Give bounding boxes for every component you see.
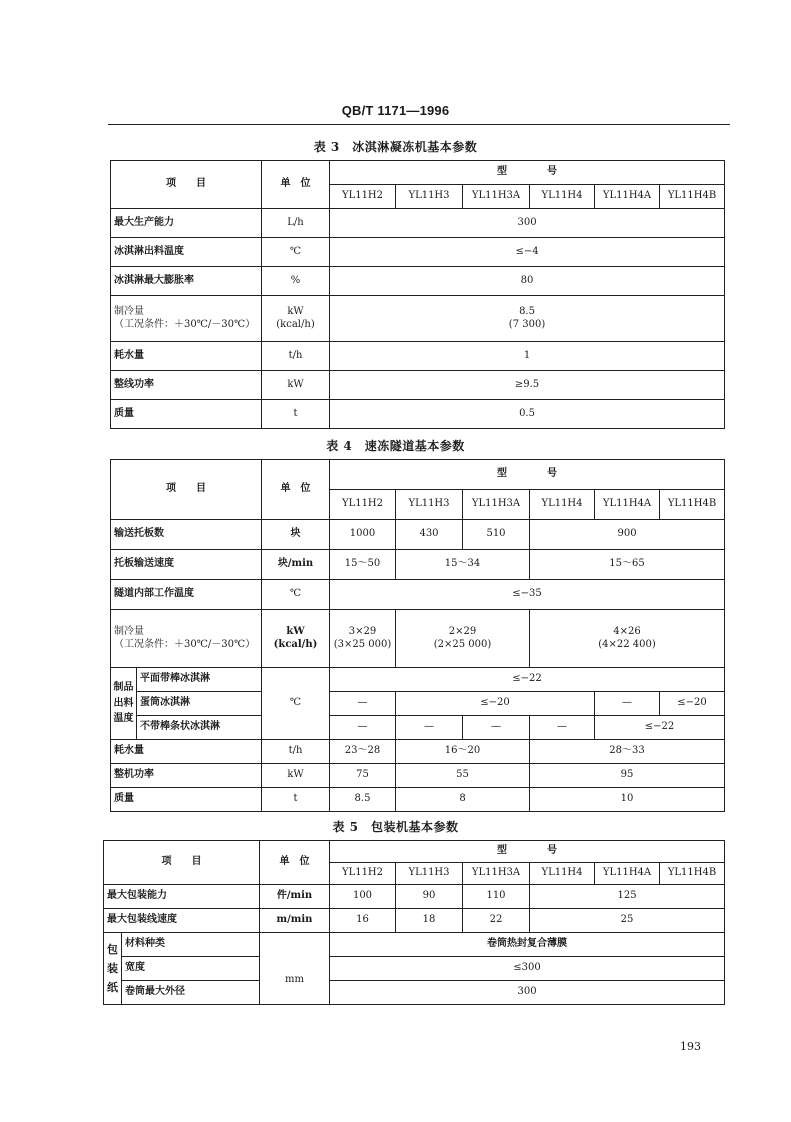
model-header: 型 号 [330,460,725,490]
row-label: 卷筒最大外径 [122,981,260,1005]
unit-cell: 块 [262,520,330,550]
unit-cell: kW [262,371,330,400]
unit-cell-blank [260,933,330,957]
row-label: 质量 [111,400,262,429]
row-label: 输送托板数 [111,520,262,550]
value-cell: — [463,716,530,740]
document-header: QB/T 1171—1996 [341,103,450,118]
value-cell: — [396,716,463,740]
value-cell: 510 [463,520,530,550]
value-cell: 23～28 [330,740,396,764]
row-label: 整线功率 [111,371,262,400]
value-cell: 8.5 [330,788,396,812]
value-cell: 1 [330,342,725,371]
model-col: YL11H3 [396,863,463,885]
unit-cell: L/h [262,209,330,238]
row-label: 耗水量 [111,342,262,371]
unit-cell: kW (kcal/h) [262,610,330,668]
value-cell: — [595,692,660,716]
model-col: YL11H3 [396,490,463,520]
value-cell: 300 [330,209,725,238]
value-cell: 125 [530,885,725,909]
unit-cell: t/h [262,342,330,371]
value-cell: 25 [530,909,725,933]
value-cell: 8 [396,788,530,812]
unit-header: 单 位 [262,460,330,520]
header-rule [108,124,730,125]
value-cell: 15～34 [396,550,530,580]
value-cell: 100 [330,885,396,909]
value-cell: 3×29 (3×25 000) [330,610,396,668]
model-col: YL11H4 [530,185,595,209]
value-cell: — [330,716,396,740]
value-cell: ≤−22 [330,668,725,692]
model-col: YL11H4B [660,185,725,209]
value-cell: ≤300 [330,957,725,981]
model-col: YL11H4A [595,490,660,520]
item-header: 项 目 [111,460,262,520]
unit-header: 单 位 [260,841,330,885]
unit-cell: t [262,400,330,429]
table3 [110,160,725,429]
unit-cell: m/min [260,909,330,933]
unit-header: 单 位 [262,161,330,209]
row-label: 制冷量 （工况条件：＋30℃/－30℃） [111,610,262,668]
row-label: 托板输送速度 [111,550,262,580]
unit-cell: ℃ [262,668,330,740]
value-cell: ≤−22 [595,716,725,740]
model-col: YL11H3A [463,863,530,885]
unit-cell: 块/min [262,550,330,580]
value-cell: 300 [330,981,725,1005]
value-cell: 卷筒热封复合薄膜 [330,933,725,957]
model-col: YL11H4 [530,863,595,885]
model-col: YL11H3A [463,185,530,209]
value-cell: 16～20 [396,740,530,764]
row-label: 蛋筒冰淇淋 [137,692,262,716]
value-cell: ≥9.5 [330,371,725,400]
value-cell: 0.5 [330,400,725,429]
value-cell: 110 [463,885,530,909]
row-label: 最大生产能力 [111,209,262,238]
value-cell: 80 [330,267,725,296]
value-cell: 15～65 [530,550,725,580]
row-label: 制冷量 （工况条件：＋30℃/－30℃） [111,296,262,342]
value-cell: — [530,716,595,740]
value-cell: — [330,692,396,716]
value-cell: 10 [530,788,725,812]
value-cell: 900 [530,520,725,550]
unit-cell: t/h [262,740,330,764]
value-cell: ≤−4 [330,238,725,267]
row-label: 冰淇淋出料温度 [111,238,262,267]
value-cell: 90 [396,885,463,909]
model-col: YL11H3A [463,490,530,520]
unit-cell: ℃ [262,580,330,610]
unit-cell: kW [262,764,330,788]
item-header: 项 目 [111,161,262,209]
unit-cell: t [262,788,330,812]
row-label: 隧道内部工作温度 [111,580,262,610]
model-header: 型 号 [330,161,725,185]
row-label: 平面带棒冰淇淋 [137,668,262,692]
model-col: YL11H4A [595,863,660,885]
model-header: 型 号 [330,841,725,863]
table5 [103,840,725,1005]
unit-cell: % [262,267,330,296]
page-number: 193 [680,1040,701,1053]
row-label: 不带棒条状冰淇淋 [137,716,262,740]
value-cell: 16 [330,909,396,933]
model-col: YL11H4 [530,490,595,520]
model-col: YL11H2 [330,863,396,885]
model-col: YL11H4B [660,863,725,885]
model-col: YL11H3 [396,185,463,209]
row-label: 质量 [111,788,262,812]
value-cell: 95 [530,764,725,788]
value-cell: 22 [463,909,530,933]
table3-caption: 表 3 冰淇淋凝冻机基本参数 [313,140,478,154]
product-temp-group: 制品 出料 温度 [111,668,137,740]
item-header: 项 目 [104,841,260,885]
value-cell: 15～50 [330,550,396,580]
row-label: 最大包装能力 [104,885,260,909]
value-cell: 75 [330,764,396,788]
model-col: YL11H4B [660,490,725,520]
row-label: 整机功率 [111,764,262,788]
value-cell: 4×26 (4×22 400) [530,610,725,668]
model-col: YL11H2 [330,490,396,520]
value-cell: ≤−20 [660,692,725,716]
table5-caption: 表 5 包装机基本参数 [332,820,459,834]
model-col: YL11H2 [330,185,396,209]
table4-caption: 表 4 速冻隧道基本参数 [326,439,465,453]
value-cell: 55 [396,764,530,788]
packaging-paper-group: 包 装 纸 [104,933,122,1005]
value-cell: ≤−20 [396,692,595,716]
model-col: YL11H4A [595,185,660,209]
row-label: 材料种类 [122,933,260,957]
value-cell: 430 [396,520,463,550]
value-cell: 1000 [330,520,396,550]
value-cell: 28～33 [530,740,725,764]
table4 [110,459,725,812]
value-cell: 18 [396,909,463,933]
unit-cell: 件/min [260,885,330,909]
value-cell: 2×29 (2×25 000) [396,610,530,668]
row-label: 宽度 [122,957,260,981]
value-cell: ≤−35 [330,580,725,610]
row-label: 冰淇淋最大膨胀率 [111,267,262,296]
unit-cell: ℃ [262,238,330,267]
value-cell: 8.5 (7 300) [330,296,725,342]
row-label: 耗水量 [111,740,262,764]
row-label: 最大包装线速度 [104,909,260,933]
unit-cell: kW (kcal/h) [262,296,330,342]
unit-cell: mm [260,957,330,1005]
